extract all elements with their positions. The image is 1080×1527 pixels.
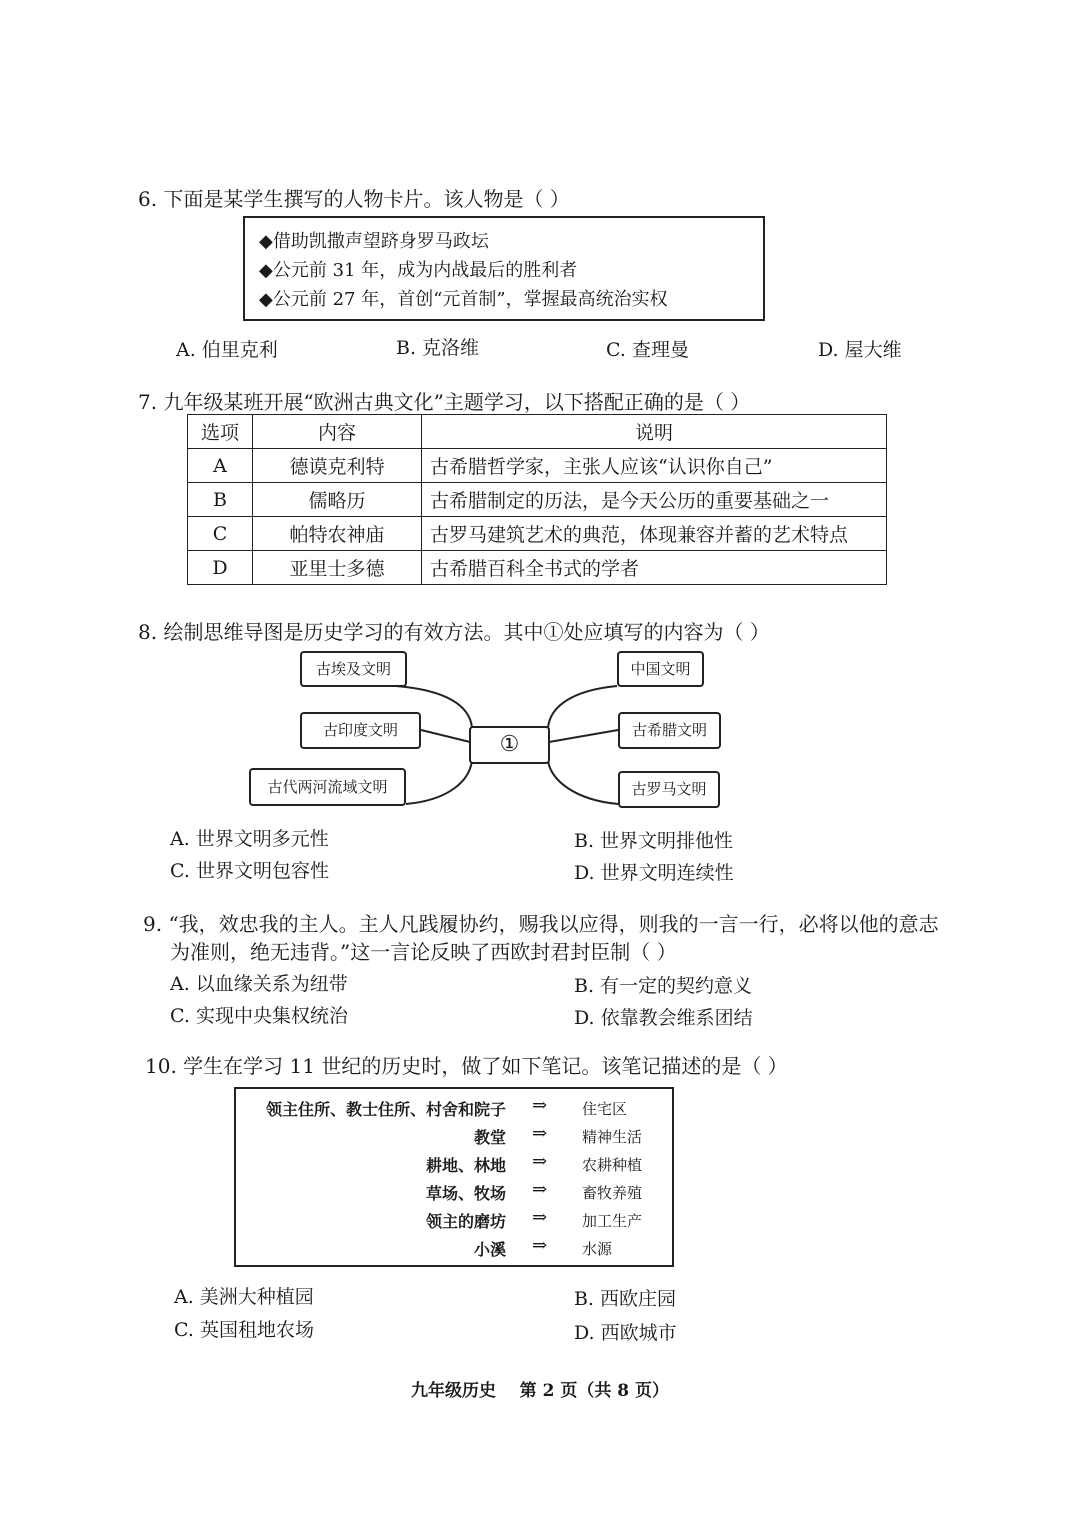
- q8-center-node: ①: [469, 726, 550, 764]
- q9-option-d[interactable]: D. 依靠教会维系团结: [574, 1007, 753, 1029]
- q10-option-a[interactable]: A. 美洲大种植园: [174, 1286, 314, 1308]
- table-cell: D: [188, 551, 253, 585]
- notes-left: 小溪: [473, 1240, 506, 1259]
- table-cell: C: [188, 517, 253, 551]
- q6-option-d[interactable]: D. 屋大维: [818, 339, 902, 361]
- q8-node-china: 中国文明: [617, 651, 704, 687]
- table-cell: 古罗马建筑艺术的典范，体现兼容并蓄的艺术特点: [422, 517, 887, 551]
- arrow-icon: ⇒: [532, 1235, 548, 1256]
- q8-option-a[interactable]: A. 世界文明多元性: [170, 828, 329, 850]
- q6-stem: 6. 下面是某学生撰写的人物卡片。该人物是（ ）: [138, 187, 570, 211]
- q6-card-line: ◆借助凯撒声望跻身罗马政坛: [259, 231, 489, 252]
- q6-option-b[interactable]: B. 克洛维: [396, 337, 480, 359]
- q8-option-b[interactable]: B. 世界文明排他性: [574, 830, 734, 852]
- q8-stem: 8. 绘制思维导图是历史学习的有效方法。其中①处应填写的内容为（ ）: [138, 620, 770, 644]
- connector-line: [548, 686, 617, 728]
- q10-option-d[interactable]: D. 西欧城市: [574, 1322, 677, 1344]
- q8-option-c[interactable]: C. 世界文明包容性: [170, 860, 329, 882]
- notes-right: 畜牧养殖: [582, 1184, 643, 1202]
- notes-left: 草场、牧场: [425, 1184, 506, 1203]
- table-cell: 古希腊百科全书式的学者: [422, 551, 887, 585]
- q10-option-c[interactable]: C. 英国租地农场: [174, 1319, 314, 1341]
- q7-stem: 7. 九年级某班开展“欧洲古典文化”主题学习，以下搭配正确的是（ ）: [138, 390, 751, 414]
- q8-option-d[interactable]: D. 世界文明连续性: [574, 862, 734, 884]
- notes-left: 教堂: [473, 1128, 506, 1147]
- arrow-icon: ⇒: [532, 1151, 548, 1172]
- q6-option-c[interactable]: C. 查理曼: [606, 339, 689, 361]
- page-footer: 九年级历史 第 2 页（共 8 页）: [410, 1381, 669, 1401]
- q6-card-line: ◆公元前 31 年，成为内战最后的胜利者: [259, 260, 578, 281]
- table-cell: 德谟克利特: [253, 449, 422, 483]
- q10-notes-box: [234, 1087, 674, 1267]
- table-cell: 古希腊哲学家，主张人应该“认识你自己”: [422, 449, 887, 483]
- q8-node-ancient-greece: 古希腊文明: [618, 712, 721, 749]
- q6-option-a[interactable]: A. 伯里克利: [176, 339, 278, 361]
- table-cell: 古希腊制定的历法，是今天公历的重要基础之一: [422, 483, 887, 517]
- arrow-icon: ⇒: [532, 1179, 548, 1200]
- table-header: 内容: [253, 415, 422, 449]
- table-header: 选项: [188, 415, 253, 449]
- q8-node-mesopotamia: 古代两河流域文明: [249, 768, 406, 806]
- connector-line: [548, 760, 618, 804]
- connector-line: [549, 730, 618, 742]
- notes-right: 住宅区: [582, 1100, 628, 1118]
- notes-right: 精神生活: [582, 1128, 643, 1146]
- table-cell: 亚里士多德: [253, 551, 422, 585]
- notes-right: 农耕种植: [582, 1156, 643, 1174]
- q8-node-ancient-india: 古印度文明: [300, 712, 421, 749]
- q9-option-a[interactable]: A. 以血缘关系为纽带: [170, 973, 348, 995]
- q10-option-b[interactable]: B. 西欧庄园: [574, 1288, 677, 1310]
- q8-node-ancient-rome: 古罗马文明: [618, 771, 720, 808]
- connector-line: [406, 760, 472, 804]
- q10-stem: 10. 学生在学习 11 世纪的历史时，做了如下笔记。该笔记描述的是（ ）: [145, 1054, 788, 1078]
- table-cell: 帕特农神庙: [253, 517, 422, 551]
- q9-stem-line1: 9. “我，效忠我的主人。主人凡践履协约，赐我以应得，则我的一言一行，必将以他的意志: [143, 912, 939, 936]
- notes-left: 耕地、林地: [425, 1156, 506, 1175]
- table-cell: A: [188, 449, 253, 483]
- arrow-icon: ⇒: [532, 1123, 548, 1144]
- q6-card-line: ◆公元前 27 年，首创“元首制”，掌握最高统治实权: [259, 289, 668, 310]
- q9-stem-line2: 为准则，绝无违背。”这一言论反映了西欧封君封臣制（ ）: [170, 940, 677, 964]
- table-header: 说明: [422, 415, 887, 449]
- table-cell: 儒略历: [253, 483, 422, 517]
- notes-right: 水源: [582, 1240, 613, 1258]
- arrow-icon: ⇒: [532, 1207, 548, 1228]
- table-cell: B: [188, 483, 253, 517]
- notes-left: 领主住所、教士住所、村舍和院子: [265, 1100, 506, 1119]
- connector-line: [421, 730, 470, 742]
- notes-right: 加工生产: [582, 1212, 643, 1230]
- arrow-icon: ⇒: [532, 1095, 548, 1116]
- q9-option-b[interactable]: B. 有一定的契约意义: [574, 975, 753, 997]
- q8-node-ancient-egypt: 古埃及文明: [300, 651, 407, 687]
- notes-left: 领主的磨坊: [425, 1212, 506, 1231]
- q9-option-c[interactable]: C. 实现中央集权统治: [170, 1005, 348, 1027]
